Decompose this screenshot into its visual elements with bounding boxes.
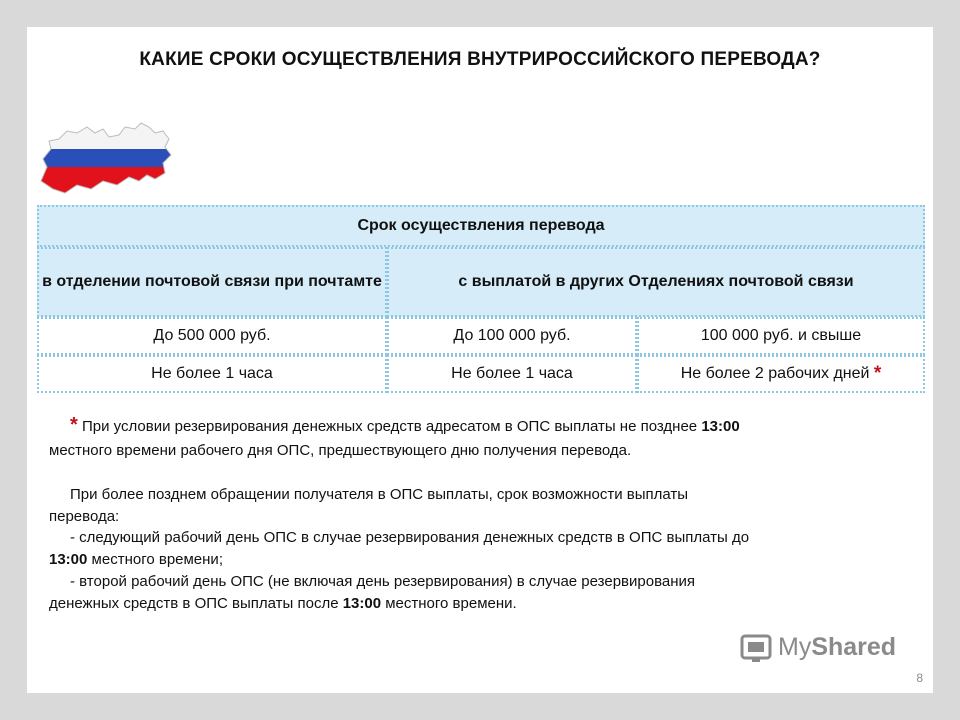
asterisk-mark: * <box>873 363 882 385</box>
watermark-logo <box>740 630 896 664</box>
list-item: - второй рабочий день ОПС (не включая день резервирования) в случае резервирования <box>70 572 696 590</box>
paragraph-2-cont: перевода: <box>49 507 120 525</box>
russia-flag-map-icon <box>37 119 177 199</box>
paragraph-2: При более позднем обращении получателя в ОПС выплаты, срок возможности выплаты <box>70 485 689 503</box>
amount-cell: 100 000 руб. и свыше <box>637 317 925 355</box>
subheader-other-offices: с выплатой в других Отделениях почтовой связи <box>387 247 925 317</box>
amount-cell: До 100 000 руб. <box>387 317 637 355</box>
footnote-1: * При условии резервирования денежных средств адресатом в ОПС выплаты не позднее 13:00 <box>70 414 740 436</box>
page-title: КАКИЕ СРОКИ ОСУЩЕСТВЛЕНИЯ ВНУТРИРОССИЙСКОГО ПЕРЕВОДА? <box>139 49 821 70</box>
page-number: 8 <box>916 671 923 685</box>
slide <box>27 27 933 693</box>
list-item: - следующий рабочий день ОПС в случае резервирования денежных средств в ОПС выплаты до <box>70 529 750 547</box>
subheader-post-office: в отделении почтовой связи при почтамте <box>37 247 387 317</box>
time-cell-with-note <box>637 355 925 393</box>
time-cell: Не более 1 часа <box>37 355 387 393</box>
transfer-terms-table <box>37 205 925 393</box>
watermark-text: MyShared <box>778 632 897 661</box>
footnote-1-cont: местного времени рабочего дня ОПС, предшествующего дню получения перевода. <box>49 442 632 459</box>
myshared-logo-icon <box>740 630 774 664</box>
list-item-cont: денежных средств в ОПС выплаты после 13:00 местного времени. <box>49 594 517 612</box>
time-cell-text: Не более 2 рабочих дней <box>680 364 870 382</box>
list-item-cont: 13:00 местного времени; <box>49 551 223 568</box>
table-header: Срок осуществления перевода <box>37 205 925 247</box>
time-cell: Не более 1 часа <box>387 355 637 393</box>
amount-cell: До 500 000 руб. <box>37 317 387 355</box>
footnotes <box>49 411 919 614</box>
footnote-asterisk: * <box>70 414 78 436</box>
